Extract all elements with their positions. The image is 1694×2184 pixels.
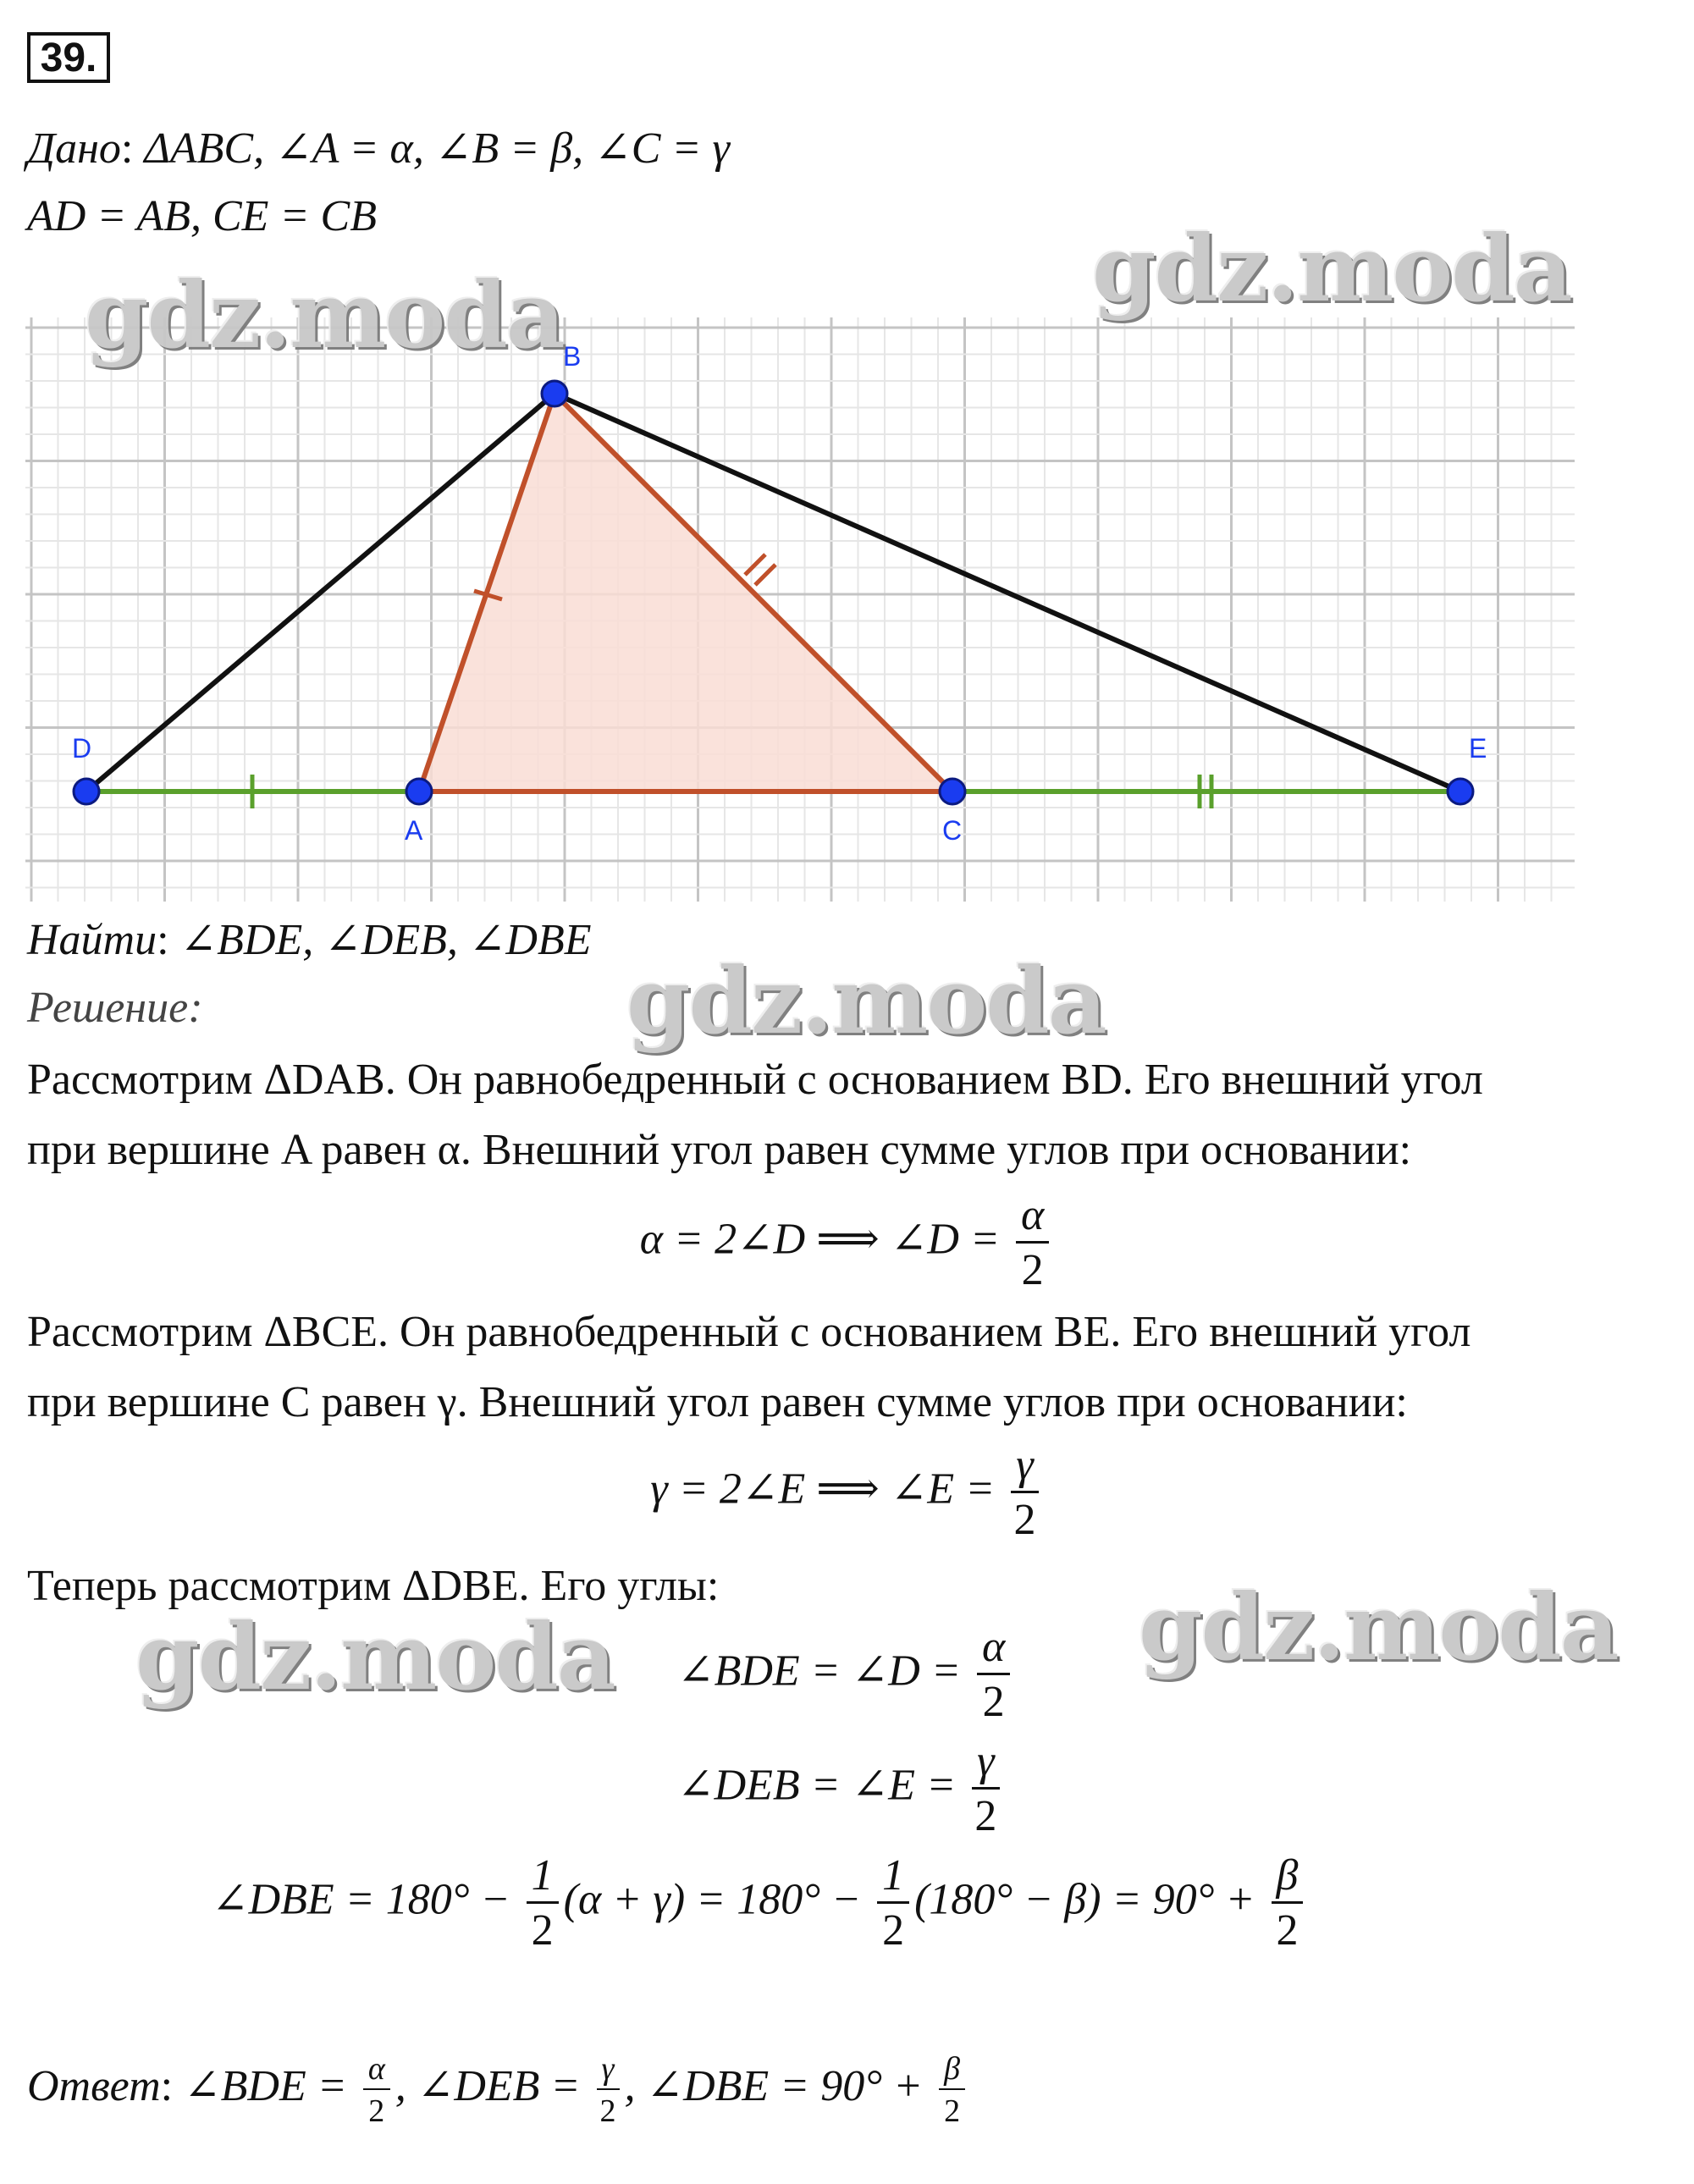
solution-p3-line1: Теперь рассмотрим ΔDBE. Его углы: — [27, 1562, 720, 1610]
watermark: gdz.moda — [1092, 216, 1571, 323]
fraction: $\frac{\gamma}{2}$ — [972, 1740, 1000, 1839]
equation-1: α = 2∠D ⟹ ∠D = $\frac{\alpha}{2}$ — [0, 1194, 1694, 1293]
given-line-1: Дано: ΔABC, ∠A = α, ∠B = β, ∠C = γ — [27, 124, 731, 173]
find-label: Найти — [27, 916, 157, 964]
solution-label: Решение: — [27, 984, 203, 1032]
point-a — [406, 779, 432, 804]
solution-p1-line2: при вершине A равен α. Внешний угол равен сумме углов при основании: — [27, 1126, 1412, 1174]
equation-3: ∠BDE = ∠D = $\frac{\alpha}{2}$ — [677, 1625, 1015, 1724]
equation-4: ∠DEB = ∠E = $\frac{\gamma}{2}$ — [677, 1740, 1005, 1839]
fraction: $\frac{\alpha}{2}$ — [977, 1625, 1010, 1724]
equation-2: γ = 2∠E ⟹ ∠E = $\frac{\gamma}{2}$ — [0, 1443, 1694, 1542]
fraction: $\frac{\gamma}{2}$ — [1011, 1443, 1039, 1542]
label-e: E — [1469, 733, 1487, 764]
problem-number: 39. — [27, 32, 110, 83]
find-line: Найти: ∠BDE, ∠DEB, ∠DBE — [27, 916, 592, 964]
label-d: D — [72, 733, 92, 764]
answer-line: Ответ: ∠BDE = $\frac{\alpha}{2}$ , ∠DEB = $\frac{\gamma}{2}$ , ∠DBE = 90° + $\frac{\beta}{2}$ — [27, 2053, 970, 2127]
equation-5: ∠DBE = 180° − $\frac{1}{2}$ (α + γ) = 180° − $\frac{1}{2}$ (180° − β) = 90° + $\frac{\beta}{2}$ — [212, 1854, 1308, 1953]
grid — [25, 317, 1575, 902]
label-a: A — [405, 815, 423, 846]
fraction: $\frac{\beta}{2}$ — [939, 2053, 965, 2127]
given-conditions: ΔABC, ∠A = α, ∠B = β, ∠C = γ — [144, 124, 731, 173]
label-b: B — [563, 341, 582, 372]
watermark: gdz.moda — [1139, 1575, 1618, 1681]
solution-p1-line1: Рассмотрим ΔDAB. Он равнобедренный с основанием BD. Его внешний угол — [27, 1056, 1483, 1104]
solution-p2-line2: при вершине C равен γ. Внешний угол равен сумме углов при основании: — [27, 1378, 1408, 1426]
fraction: $\frac{\alpha}{2}$ — [1016, 1194, 1049, 1293]
point-d — [74, 779, 99, 804]
label-c: C — [942, 815, 963, 846]
find-text: ∠BDE, ∠DEB, ∠DBE — [179, 916, 592, 964]
point-b — [542, 381, 567, 406]
tick-bc-1 — [745, 554, 765, 575]
point-e — [1448, 779, 1473, 804]
solution-p2-line1: Рассмотрим ΔBCE. Он равнобедренный с основанием BE. Его внешний угол — [27, 1308, 1471, 1356]
given-line-2: AD = AB, CE = CB — [27, 192, 377, 240]
point-c — [940, 779, 965, 804]
fraction: $\frac{\gamma}{2}$ — [597, 2053, 620, 2127]
fraction: $\frac{\beta}{2}$ — [1272, 1854, 1304, 1953]
watermark: gdz.moda — [135, 1604, 615, 1711]
given-label: Дано — [27, 124, 121, 173]
geometry-diagram — [25, 317, 1575, 902]
watermark: gdz.moda — [626, 948, 1106, 1055]
watermark: gdz.moda — [85, 262, 564, 369]
fraction: $\frac{1}{2}$ — [877, 1854, 909, 1953]
fraction: $\frac{1}{2}$ — [527, 1854, 559, 1953]
fraction: $\frac{\alpha}{2}$ — [363, 2053, 390, 2127]
answer-label: Ответ — [27, 2061, 161, 2110]
